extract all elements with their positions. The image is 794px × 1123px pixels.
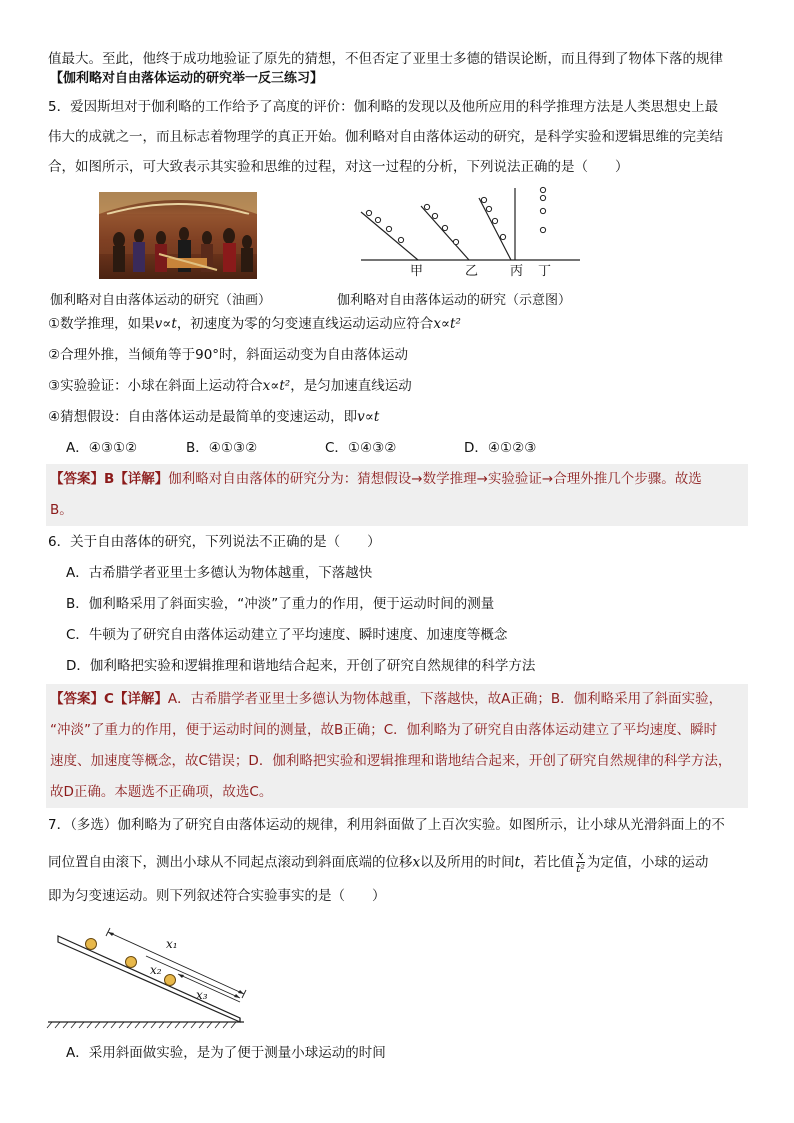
q7-option-a: A．采用斜面做实验，是为了便于测量小球运动的时间 (66, 1045, 386, 1061)
answer-text: B。 (50, 502, 73, 518)
diagram-label-bing: 丙 (510, 264, 524, 279)
answer-tag: 【答案】B【详解】 (50, 471, 169, 487)
section-title: 【伽利略对自由落体运动的研究举一反三练习】 (50, 71, 324, 86)
q5-answer-box (46, 464, 748, 526)
intro-text: 值最大。至此，他终于成功地验证了原先的猜想，不但否定了亚里士多德的错误论断，而且得到了物体下落的规律 (48, 51, 723, 67)
q6-option-a: A．古希腊学者亚里士多德认为物体越重，下落越快 (66, 565, 373, 581)
answer-text: 伽利略对自由落体的研究分为：猜想假设→数学推理→实验验证→合理外推几个步骤。故选 (168, 471, 702, 487)
q5-stem-line1: 5．爱因斯坦对于伽利略的工作给予了高度的评价：伽利略的发现以及他所应用的科学推理方法是人类思想史上最 (48, 99, 719, 115)
answer-tag: 【答案】C【详解】 (50, 691, 168, 707)
q7-stem-line1: 7．（多选）伽利略为了研究自由落体运动的规律，利用斜面做了上百次实验。如图所示，让小球从光滑斜面上的不 (48, 817, 725, 833)
label-x1: x₁ (166, 937, 178, 951)
q7-stem-line2: 同位置自由滚下，测出小球从不同起点滚动到斜面底端的位移x以及所用的时间t，若比值 $\frac{x}{\text{t²}}$ 为定值，小球的运动 (48, 849, 709, 875)
statement-3: ③实验验证：小球在斜面上运动符合x∝t²，是匀加速直线运动 (48, 378, 412, 394)
q5-option-c: C．①④③② (325, 440, 397, 456)
q6-option-d: D．伽利略把实验和逻辑推理和谐地结合起来，开创了研究自然规律的科学方法 (66, 658, 536, 674)
diagram-label-ding: 丁 (538, 264, 552, 279)
answer-text: A．古希腊学者亚里士多德认为物体越重，下落越快，故A正确；B．伽利略采用了斜面实验， (167, 691, 723, 707)
inclined-plane-figure (44, 922, 254, 1030)
answer-text: “冲淡”了重力的作用，便于运动时间的测量，故B正确；C．伽利略为了研究自由落体运动建立了平均速度、瞬时 (50, 722, 718, 738)
q6-option-c: C．牛顿为了研究自由落体运动建立了平均速度、瞬时速度、加速度等概念 (66, 627, 508, 643)
q7-stem-line3: 即为匀变速运动。则下列叙述符合实验事实的是（ ） (48, 888, 386, 904)
q6-answer-box (46, 684, 748, 808)
q5-option-d: D．④①②③ (464, 440, 537, 456)
oil-painting-image (99, 192, 257, 279)
statement-4: ④猜想假设：自由落体运动是最简单的变速运动，即v∝t (48, 409, 380, 425)
statement-1: ①数学推理，如果v∝t，初速度为零的匀变速直线运动运动应符合x∝t² (48, 316, 461, 332)
q5-option-b: B．④①③② (186, 440, 258, 456)
q5-option-a: A．④③①② (66, 440, 138, 456)
answer-text: 故D正确。本题选不正确项，故选C。 (50, 784, 273, 800)
statement-2: ②合理外推，当倾角等于90°时，斜面运动变为自由落体运动 (48, 347, 409, 363)
diagram-label-jia: 甲 (410, 264, 424, 279)
label-x2: x₂ (150, 963, 162, 977)
label-x3: x₃ (196, 988, 208, 1002)
caption-oil-painting: 伽利略对自由落体运动的研究（油画） (50, 293, 272, 308)
fraction-x-over-t2: $\frac{x}{\text{t²}}$ (576, 849, 585, 875)
diagram-label-yi: 乙 (465, 264, 479, 279)
q6-stem: 6．关于自由落体的研究，下列说法不正确的是（ ） (48, 534, 381, 550)
q5-stem-line3: 合，如图所示，可大致表示其实验和思维的过程，对这一过程的分析，下列说法正确的是（ ） (48, 159, 629, 175)
q5-stem-line2: 伟大的成就之一，而且标志着物理学的真正开始。伽利略对自由落体运动的研究，是科学实验和逻辑思维的完美结 (48, 129, 723, 145)
answer-text: 速度、加速度等概念，故C错误；D．伽利略把实验和逻辑推理和谐地结合起来，开创了研究自然规律的科学方法， (50, 753, 732, 769)
q6-option-b: B．伽利略采用了斜面实验，“冲淡”了重力的作用，便于运动时间的测量 (66, 596, 495, 612)
caption-schematic: 伽利略对自由落体运动的研究（示意图） (337, 293, 572, 308)
